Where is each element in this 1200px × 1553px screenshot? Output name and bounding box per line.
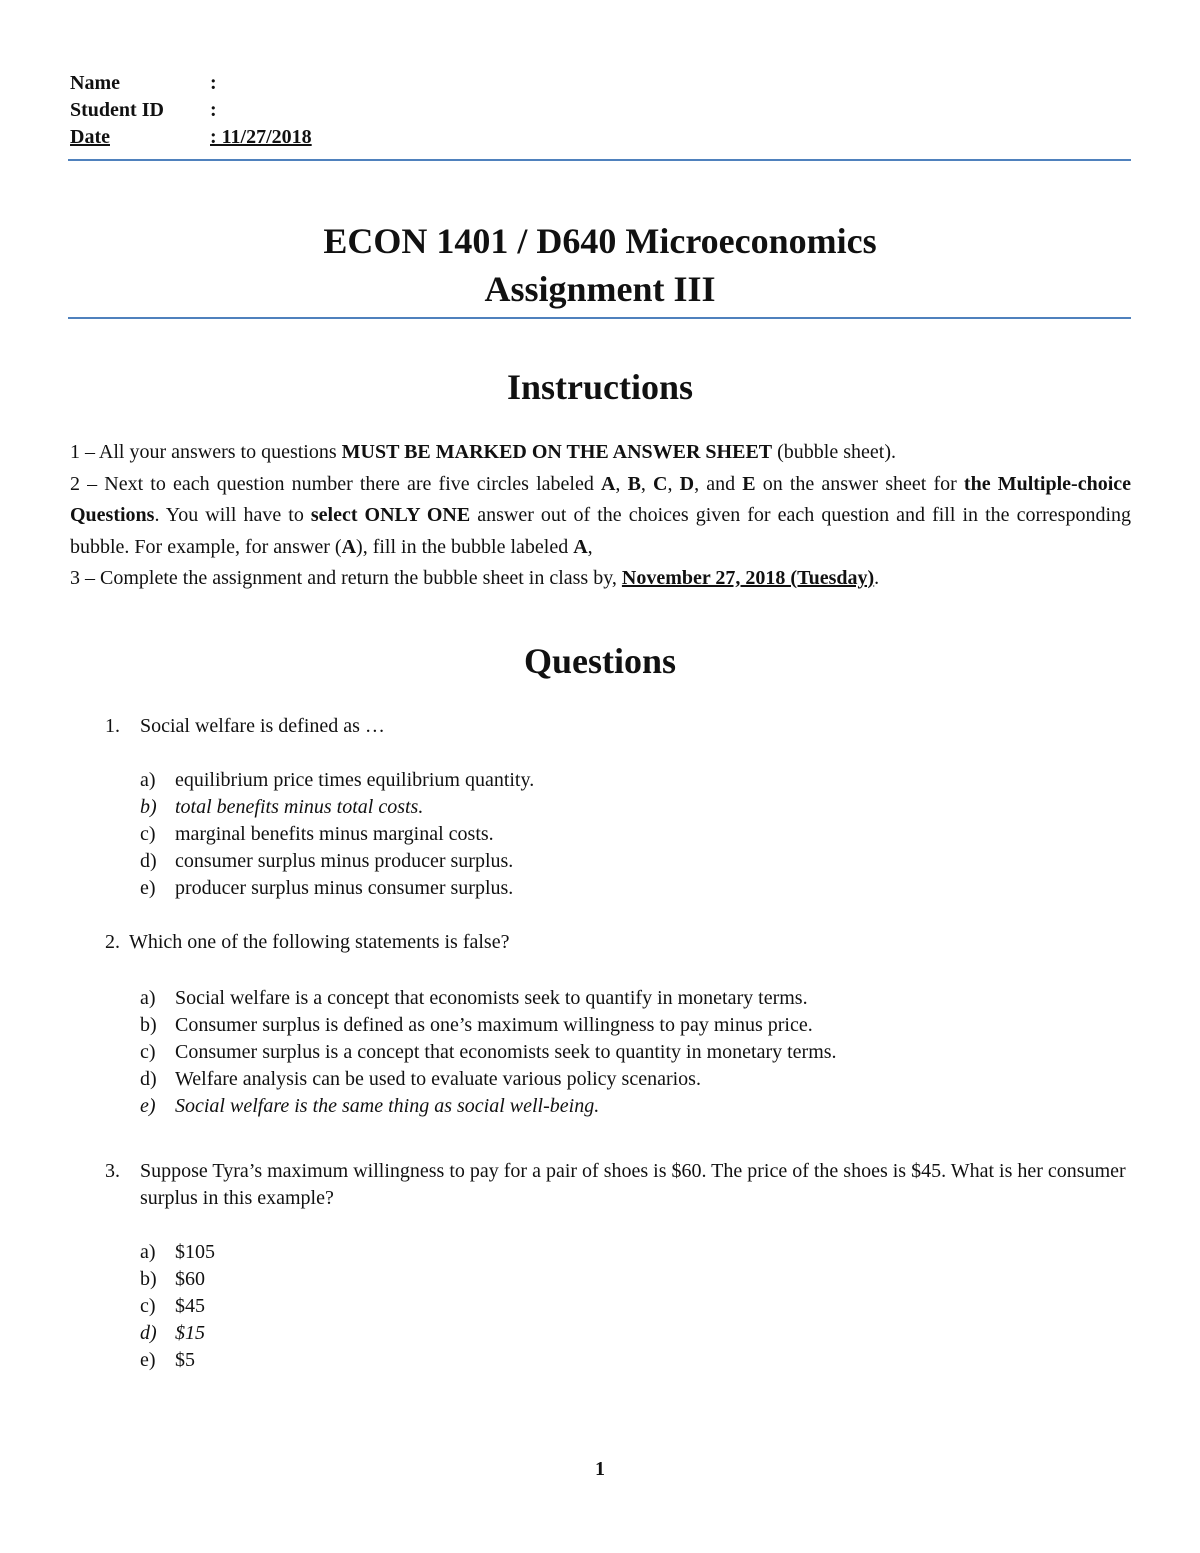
option-letter: a) bbox=[140, 1241, 156, 1263]
instruction-item-1 bbox=[70, 437, 1131, 469]
student-id-row bbox=[70, 97, 312, 124]
instruction-2-text-4: answer out of the choices given for each question and fill in the corresponding bubble. For example, for answer ( bbox=[70, 504, 1131, 558]
label-d: D bbox=[679, 472, 695, 495]
question-number: 2. bbox=[105, 931, 120, 953]
label-a-example: A bbox=[341, 535, 357, 558]
option-text: Social welfare is a concept that economists seek to quantify in monetary terms. bbox=[175, 987, 808, 1009]
instruction-1-emphasis: MUST BE MARKED ON THE ANSWER SHEET bbox=[341, 441, 773, 463]
option-letter: d) bbox=[140, 1322, 157, 1344]
instruction-2-text-2: on the answer sheet for bbox=[755, 472, 964, 495]
question-text: Suppose Tyra’s maximum willingness to pay for a pair of shoes is $60. The price of the shoes is $45. What is her consumer surplus in this example? bbox=[140, 1160, 1126, 1209]
title-divider bbox=[68, 317, 1131, 319]
date-value: : 11/27/2018 bbox=[210, 126, 312, 148]
option-text: $15 bbox=[175, 1322, 205, 1344]
option-b bbox=[140, 1012, 1135, 1039]
question-number: 1. bbox=[105, 715, 120, 737]
option-letter: a) bbox=[140, 987, 156, 1009]
assignment-title: Assignment III bbox=[484, 269, 716, 309]
instructions-heading: Instructions bbox=[506, 367, 694, 407]
option-letter: a) bbox=[140, 769, 156, 791]
question-2 bbox=[105, 929, 1135, 1120]
option-text: $45 bbox=[175, 1295, 205, 1317]
option-list bbox=[140, 1239, 1135, 1374]
instruction-1-suffix: (bubble sheet). bbox=[772, 441, 896, 463]
name-row bbox=[70, 70, 312, 97]
label-e: E bbox=[742, 472, 756, 495]
option-c bbox=[140, 821, 1135, 848]
option-e bbox=[140, 1093, 1135, 1120]
label-b: B bbox=[627, 472, 641, 495]
option-text: consumer surplus minus producer surplus. bbox=[175, 850, 514, 872]
option-letter: b) bbox=[140, 1014, 157, 1036]
student-id-label: Student ID bbox=[70, 99, 164, 121]
option-c bbox=[140, 1039, 1135, 1066]
separator: , bbox=[667, 472, 680, 495]
option-text: $105 bbox=[175, 1241, 215, 1263]
option-letter: e) bbox=[140, 1349, 156, 1371]
label-a: A bbox=[600, 472, 616, 495]
date-label: Date bbox=[70, 126, 110, 148]
option-letter: b) bbox=[140, 1268, 157, 1290]
option-d bbox=[140, 1066, 1135, 1093]
instructions-body bbox=[70, 437, 1131, 595]
option-text: marginal benefits minus marginal costs. bbox=[175, 823, 494, 845]
option-b bbox=[140, 794, 1135, 821]
question-3 bbox=[105, 1158, 1135, 1374]
name-label: Name bbox=[70, 72, 120, 94]
option-e bbox=[140, 875, 1135, 902]
option-letter: b) bbox=[140, 796, 157, 818]
label-c: C bbox=[653, 472, 668, 495]
option-text: Consumer surplus is a concept that economists seek to quantity in monetary terms. bbox=[175, 1041, 837, 1063]
date-row bbox=[70, 124, 312, 151]
separator: , bbox=[615, 472, 628, 495]
page-number: 1 bbox=[595, 1458, 605, 1480]
option-text: producer surplus minus consumer surplus. bbox=[175, 877, 514, 899]
separator: , bbox=[640, 472, 654, 495]
instruction-2-text-6: , bbox=[587, 535, 593, 558]
course-title: ECON 1401 / D640 Microeconomics bbox=[323, 221, 877, 261]
option-d bbox=[140, 848, 1135, 875]
option-e bbox=[140, 1347, 1135, 1374]
option-a bbox=[140, 767, 1135, 794]
option-c bbox=[140, 1293, 1135, 1320]
option-list bbox=[140, 767, 1135, 902]
option-text: equilibrium price times equilibrium quantity. bbox=[175, 769, 535, 791]
header-divider bbox=[68, 159, 1131, 161]
option-a bbox=[140, 1239, 1135, 1266]
question-stem bbox=[105, 1158, 1135, 1212]
question-number: 3. bbox=[105, 1160, 120, 1182]
instruction-3-text: 3 – Complete the assignment and return the bubble sheet in class by, bbox=[70, 567, 622, 589]
option-text: Consumer surplus is defined as one’s maximum willingness to pay minus price. bbox=[175, 1014, 813, 1036]
instruction-2-text-5: ), fill in the bubble labeled bbox=[356, 535, 574, 558]
option-d bbox=[140, 1320, 1135, 1347]
option-text: Welfare analysis can be used to evaluate various policy scenarios. bbox=[175, 1068, 701, 1090]
option-letter: e) bbox=[140, 1095, 156, 1117]
question-text: Social welfare is defined as … bbox=[140, 715, 385, 737]
option-letter: c) bbox=[140, 823, 156, 845]
name-value: : bbox=[210, 72, 217, 94]
question-text: Which one of the following statements is false? bbox=[129, 931, 510, 953]
option-text: total benefits minus total costs. bbox=[175, 796, 424, 818]
instruction-item-2 bbox=[70, 469, 1131, 564]
option-b bbox=[140, 1266, 1135, 1293]
instruction-item-3 bbox=[70, 563, 1131, 595]
instruction-2-emphasis-1: the Multiple-choice Questions bbox=[70, 472, 1132, 526]
option-letter: c) bbox=[140, 1041, 156, 1063]
student-id-value: : bbox=[210, 99, 217, 121]
option-list bbox=[140, 985, 1135, 1120]
instruction-1-text: 1 – All your answers to questions bbox=[70, 441, 342, 463]
questions-heading: Questions bbox=[523, 641, 677, 681]
option-letter: e) bbox=[140, 877, 156, 899]
instruction-3-suffix: . bbox=[874, 567, 880, 589]
option-a bbox=[140, 985, 1135, 1012]
separator: , and bbox=[694, 472, 743, 495]
option-letter: c) bbox=[140, 1295, 156, 1317]
option-text: $60 bbox=[175, 1268, 205, 1290]
student-info-header bbox=[70, 70, 312, 151]
option-letter: d) bbox=[140, 850, 157, 872]
deadline: November 27, 2018 (Tuesday) bbox=[621, 567, 875, 589]
instruction-2-emphasis-2: select ONLY ONE bbox=[310, 504, 471, 526]
option-letter: d) bbox=[140, 1068, 157, 1090]
option-text: $5 bbox=[175, 1349, 195, 1371]
option-text: Social welfare is the same thing as social well-being. bbox=[175, 1095, 600, 1117]
question-stem bbox=[105, 929, 1135, 956]
question-1 bbox=[105, 713, 1135, 902]
label-a-bubble: A bbox=[573, 535, 588, 558]
question-stem bbox=[105, 713, 1135, 740]
instruction-2-text-3: . You will have to bbox=[154, 504, 311, 526]
instruction-2-text-1: 2 – Next to each question number there are five circles labeled bbox=[70, 472, 601, 495]
